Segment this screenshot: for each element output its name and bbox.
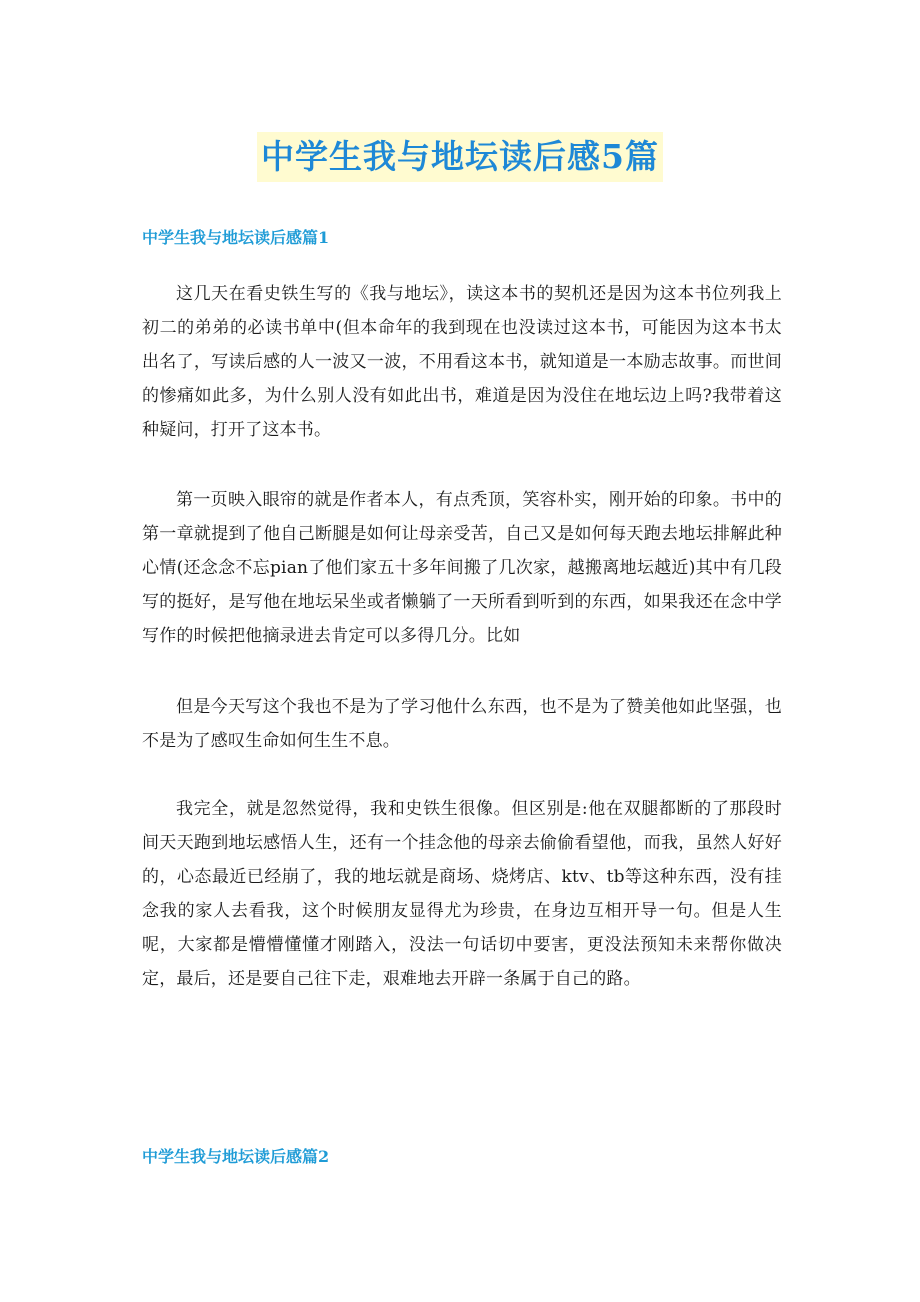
paragraph-3: 但是今天写这个我也不是为了学习他什么东西，也不是为了赞美他如此坚强，也不是为了感叹生命如何生生不息。 — [142, 697, 782, 751]
paragraph-4: 我完全，就是忽然觉得，我和史铁生很像。但区别是:他在双腿都断的了那段时间天天跑到地坛感悟人生，还有一个挂念他的母亲去偷偷看望他，而我，虽然人好好的，心态最近已经崩了，我的地坛就是商场、烧烤店、ktv、tb等这种东西，没有挂念我的家人去看我，这个时候朋友显得尤为珍贵，在身边互相开导一句。但是人生呢，大家都是懵懵懂懂才刚踏入，没法一句话切中要害，更没法预知未来帮你做决定，最后，还是要自己往下走，艰难地去开辟一条属于自己的路。 — [142, 799, 782, 989]
document-title: 中学生我与地坛读后感5篇 — [257, 132, 663, 182]
section-heading-1: 中学生我与地坛读后感篇1 — [142, 228, 330, 247]
paragraph-1: 这几天在看史铁生写的《我与地坛》，读这本书的契机还是因为这本书位列我上初二的弟弟的必读书单中(但本命年的我到现在也没读过这本书，可能因为这本书太出名了，写读后感的人一波又一波，不用看这本书，就知道是一本励志故事。而世间的惨痛如此多，为什么别人没有如此出书，难道是因为没住在地坛边上吗?我带着这种疑问，打开了这本书。 — [142, 284, 782, 440]
title-container — [0, 132, 920, 182]
paragraph-2: 第一页映入眼帘的就是作者本人，有点秃顶，笑容朴实，刚开始的印象。书中的第一章就提到了他自己断腿是如何让母亲受苦，自己又是如何每天跑去地坛排解此种心情(还念念不忘pian了他们家五十多年间搬了几次家，越搬离地坛越近)其中有几段写的挺好，是写他在地坛呆坐或者懒躺了一天所看到听到的东西，如果我还在念中学写作的时候把他摘录进去肯定可以多得几分。比如 — [142, 490, 782, 646]
section-heading-2: 中学生我与地坛读后感篇2 — [142, 1147, 330, 1166]
